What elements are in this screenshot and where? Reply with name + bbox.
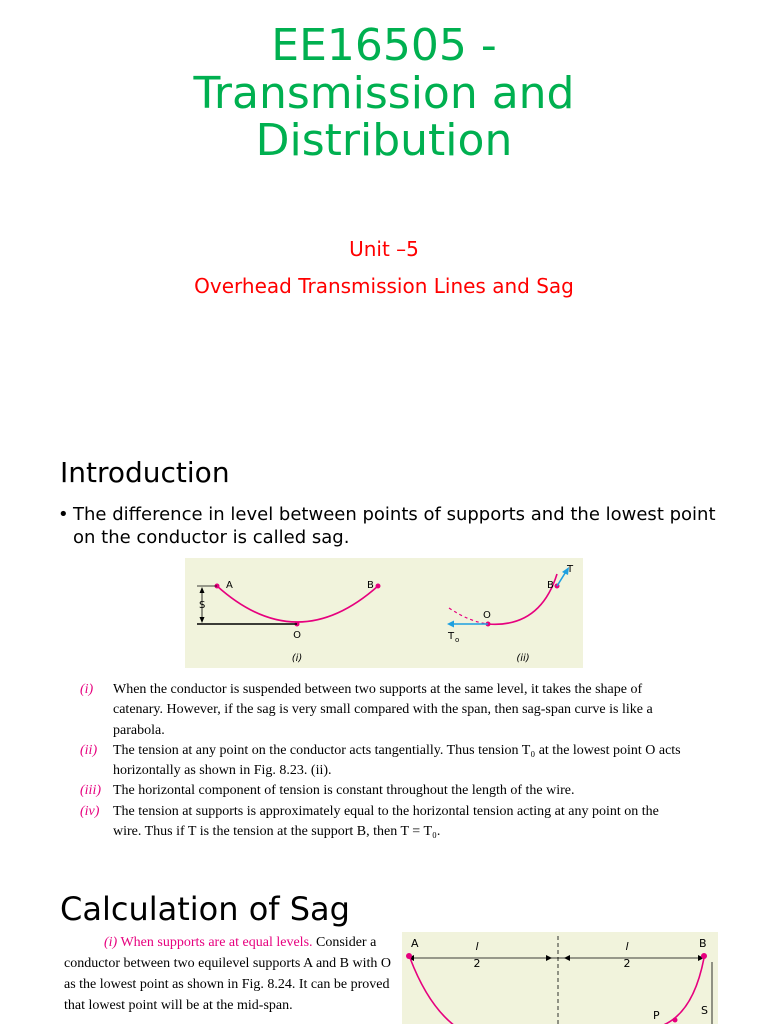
note-text: The tension at any point on the conductor acts tangentially. Thus tension T₀ at the lowest point O acts horizontally as shown in Fig. 8.23. (ii). — [113, 742, 681, 779]
catenary-figure — [185, 558, 583, 668]
note-text: Consider a conductor between two equilevel supports A and B with O as the lowest point as shown in Fig. 8.24. It can be proved that lowest point will be at the mid-span. — [64, 935, 391, 1013]
note-text: The horizontal component of tension is constant throughout the length of the wire. — [113, 783, 575, 799]
caption-ii: (ii) — [516, 653, 530, 664]
label-b: B — [699, 937, 707, 950]
bullet-dot: • — [58, 504, 69, 525]
caption-i: (i) — [291, 653, 303, 664]
slide-title — [0, 22, 768, 165]
label-t0-sub: o — [455, 636, 460, 644]
equal-level-diagram — [402, 932, 718, 1024]
tension-arrow-t0-head — [447, 621, 454, 628]
label-a: A — [226, 580, 233, 591]
note-item — [80, 802, 690, 843]
label-t0: T — [448, 631, 455, 642]
label-b: B — [367, 580, 374, 591]
catenary-diagram — [185, 558, 583, 668]
section-heading-calculation-of-sag: Calculation of Sag — [60, 890, 350, 928]
conductor-curve-i — [217, 586, 378, 622]
label-s: S — [199, 600, 206, 611]
support-point-a — [406, 953, 412, 959]
note-item — [80, 741, 690, 782]
title-line-2: Transmission and — [193, 67, 575, 119]
note-highlight: When supports are at equal levels. — [120, 935, 313, 950]
note-item — [80, 680, 690, 741]
support-point-b — [701, 953, 707, 959]
label-b2: B — [547, 580, 554, 591]
label-a: A — [411, 937, 419, 950]
label-p: P — [653, 1009, 660, 1022]
conductor-curve-right — [654, 958, 704, 1024]
span-arrow-mid-right — [564, 955, 570, 961]
note-number: (iv) — [80, 803, 100, 819]
label-l-right: l — [625, 940, 629, 953]
note-number: (iii) — [80, 783, 101, 799]
intro-bullet-text: The difference in level between points of supports and the lowest point on the conductor is called sag. — [73, 504, 716, 549]
section-heading-introduction: Introduction — [60, 456, 230, 489]
note-text: The tension at supports is approximately equal to the horizontal tension acting at any point on the wire. Thus if T is the tension at the support B, then T = T₀. — [113, 803, 659, 840]
unit-topic: Overhead Transmission Lines and Sag — [194, 274, 574, 298]
span-arrow-mid-left — [546, 955, 552, 961]
label-t: T — [567, 564, 574, 575]
label-l-left: l — [475, 940, 479, 953]
sag-arrow-top — [200, 587, 205, 593]
notes-list — [80, 680, 690, 842]
support-point-b — [376, 584, 381, 589]
title-line-1: EE16505 - — [271, 20, 497, 71]
note-number: (i) — [104, 935, 118, 950]
label-2-right: 2 — [623, 957, 631, 970]
equal-level-supports-figure — [402, 932, 718, 1024]
note-number: (ii) — [80, 742, 98, 758]
label-o: O — [293, 630, 301, 641]
label-s: S — [701, 1004, 708, 1017]
conductor-curve-left — [410, 958, 502, 1024]
intro-bullet — [58, 503, 718, 550]
sag-calculation-note — [64, 932, 400, 1016]
note-text: When the conductor is suspended between two supports at the same level, it takes the shape of catenary. However, if the sag is very small compared with the span, then sag-span curve is like a parabola. — [113, 682, 653, 738]
note-item — [80, 781, 690, 801]
label-2-left: 2 — [473, 957, 481, 970]
sag-arrow-bottom — [200, 617, 205, 623]
point-p — [673, 1018, 678, 1023]
title-line-3: Distribution — [255, 115, 513, 167]
unit-label: Unit –5 — [349, 237, 419, 261]
note-number: (i) — [80, 682, 94, 697]
label-o2: O — [483, 610, 491, 621]
